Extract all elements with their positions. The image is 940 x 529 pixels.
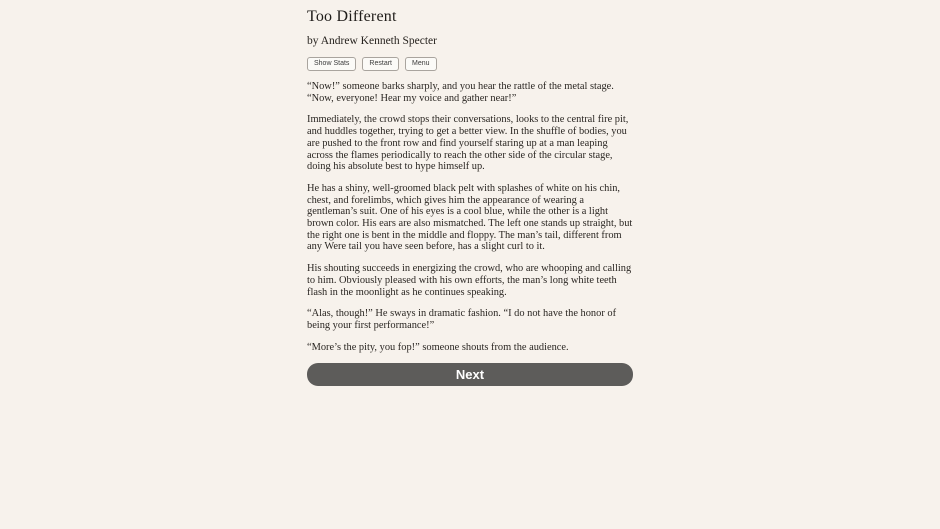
story-paragraph: He has a shiny, well-groomed black pelt with splashes of white on his chin, chest, and forelimbs, which gives him the appearance of wearing a gentleman’s suit. One of his eyes is a cool blue, while the other is a light brown color. His ears are also mismatched. The left one stands up straight, but the right one is bent in the middle and floppy. The man’s tail, different from any Were tail you have seen before, has a slight curl to it. bbox=[307, 182, 633, 253]
toolbar bbox=[307, 57, 633, 71]
next-button[interactable]: Next bbox=[307, 363, 633, 386]
page-title: Too Different bbox=[307, 8, 397, 25]
story-paragraph: “Now!” someone barks sharply, and you hear the rattle of the metal stage. “Now, everyone! Hear my voice and gather near!” bbox=[307, 81, 614, 104]
story-column bbox=[307, 0, 633, 386]
story-paragraph: “More’s the pity, you fop!” someone shouts from the audience. bbox=[307, 341, 569, 353]
story-paragraph: His shouting succeeds in energizing the crowd, who are whooping and calling to him. Obviously pleased with his own efforts, the man’s long white teeth flash in the moonlight as he continues speaking. bbox=[307, 263, 632, 298]
author-byline: by Andrew Kenneth Specter bbox=[307, 35, 437, 47]
menu-button[interactable]: Menu bbox=[405, 57, 437, 71]
story-text bbox=[307, 81, 633, 353]
show-stats-button[interactable]: Show Stats bbox=[307, 57, 356, 71]
restart-button[interactable]: Restart bbox=[362, 57, 399, 71]
story-paragraph: Immediately, the crowd stops their conversations, looks to the central fire pit, and huddles together, trying to get a better view. In the shuffle of bodies, you are pushed to the front row and find yourself staring up at a man leaping across the flames periodically to reach the other side of the circular stage, doing his absolute best to hype himself up. bbox=[307, 114, 629, 173]
story-paragraph: “Alas, though!” He sways in dramatic fashion. “I do not have the honor of being your first performance!” bbox=[307, 308, 617, 331]
